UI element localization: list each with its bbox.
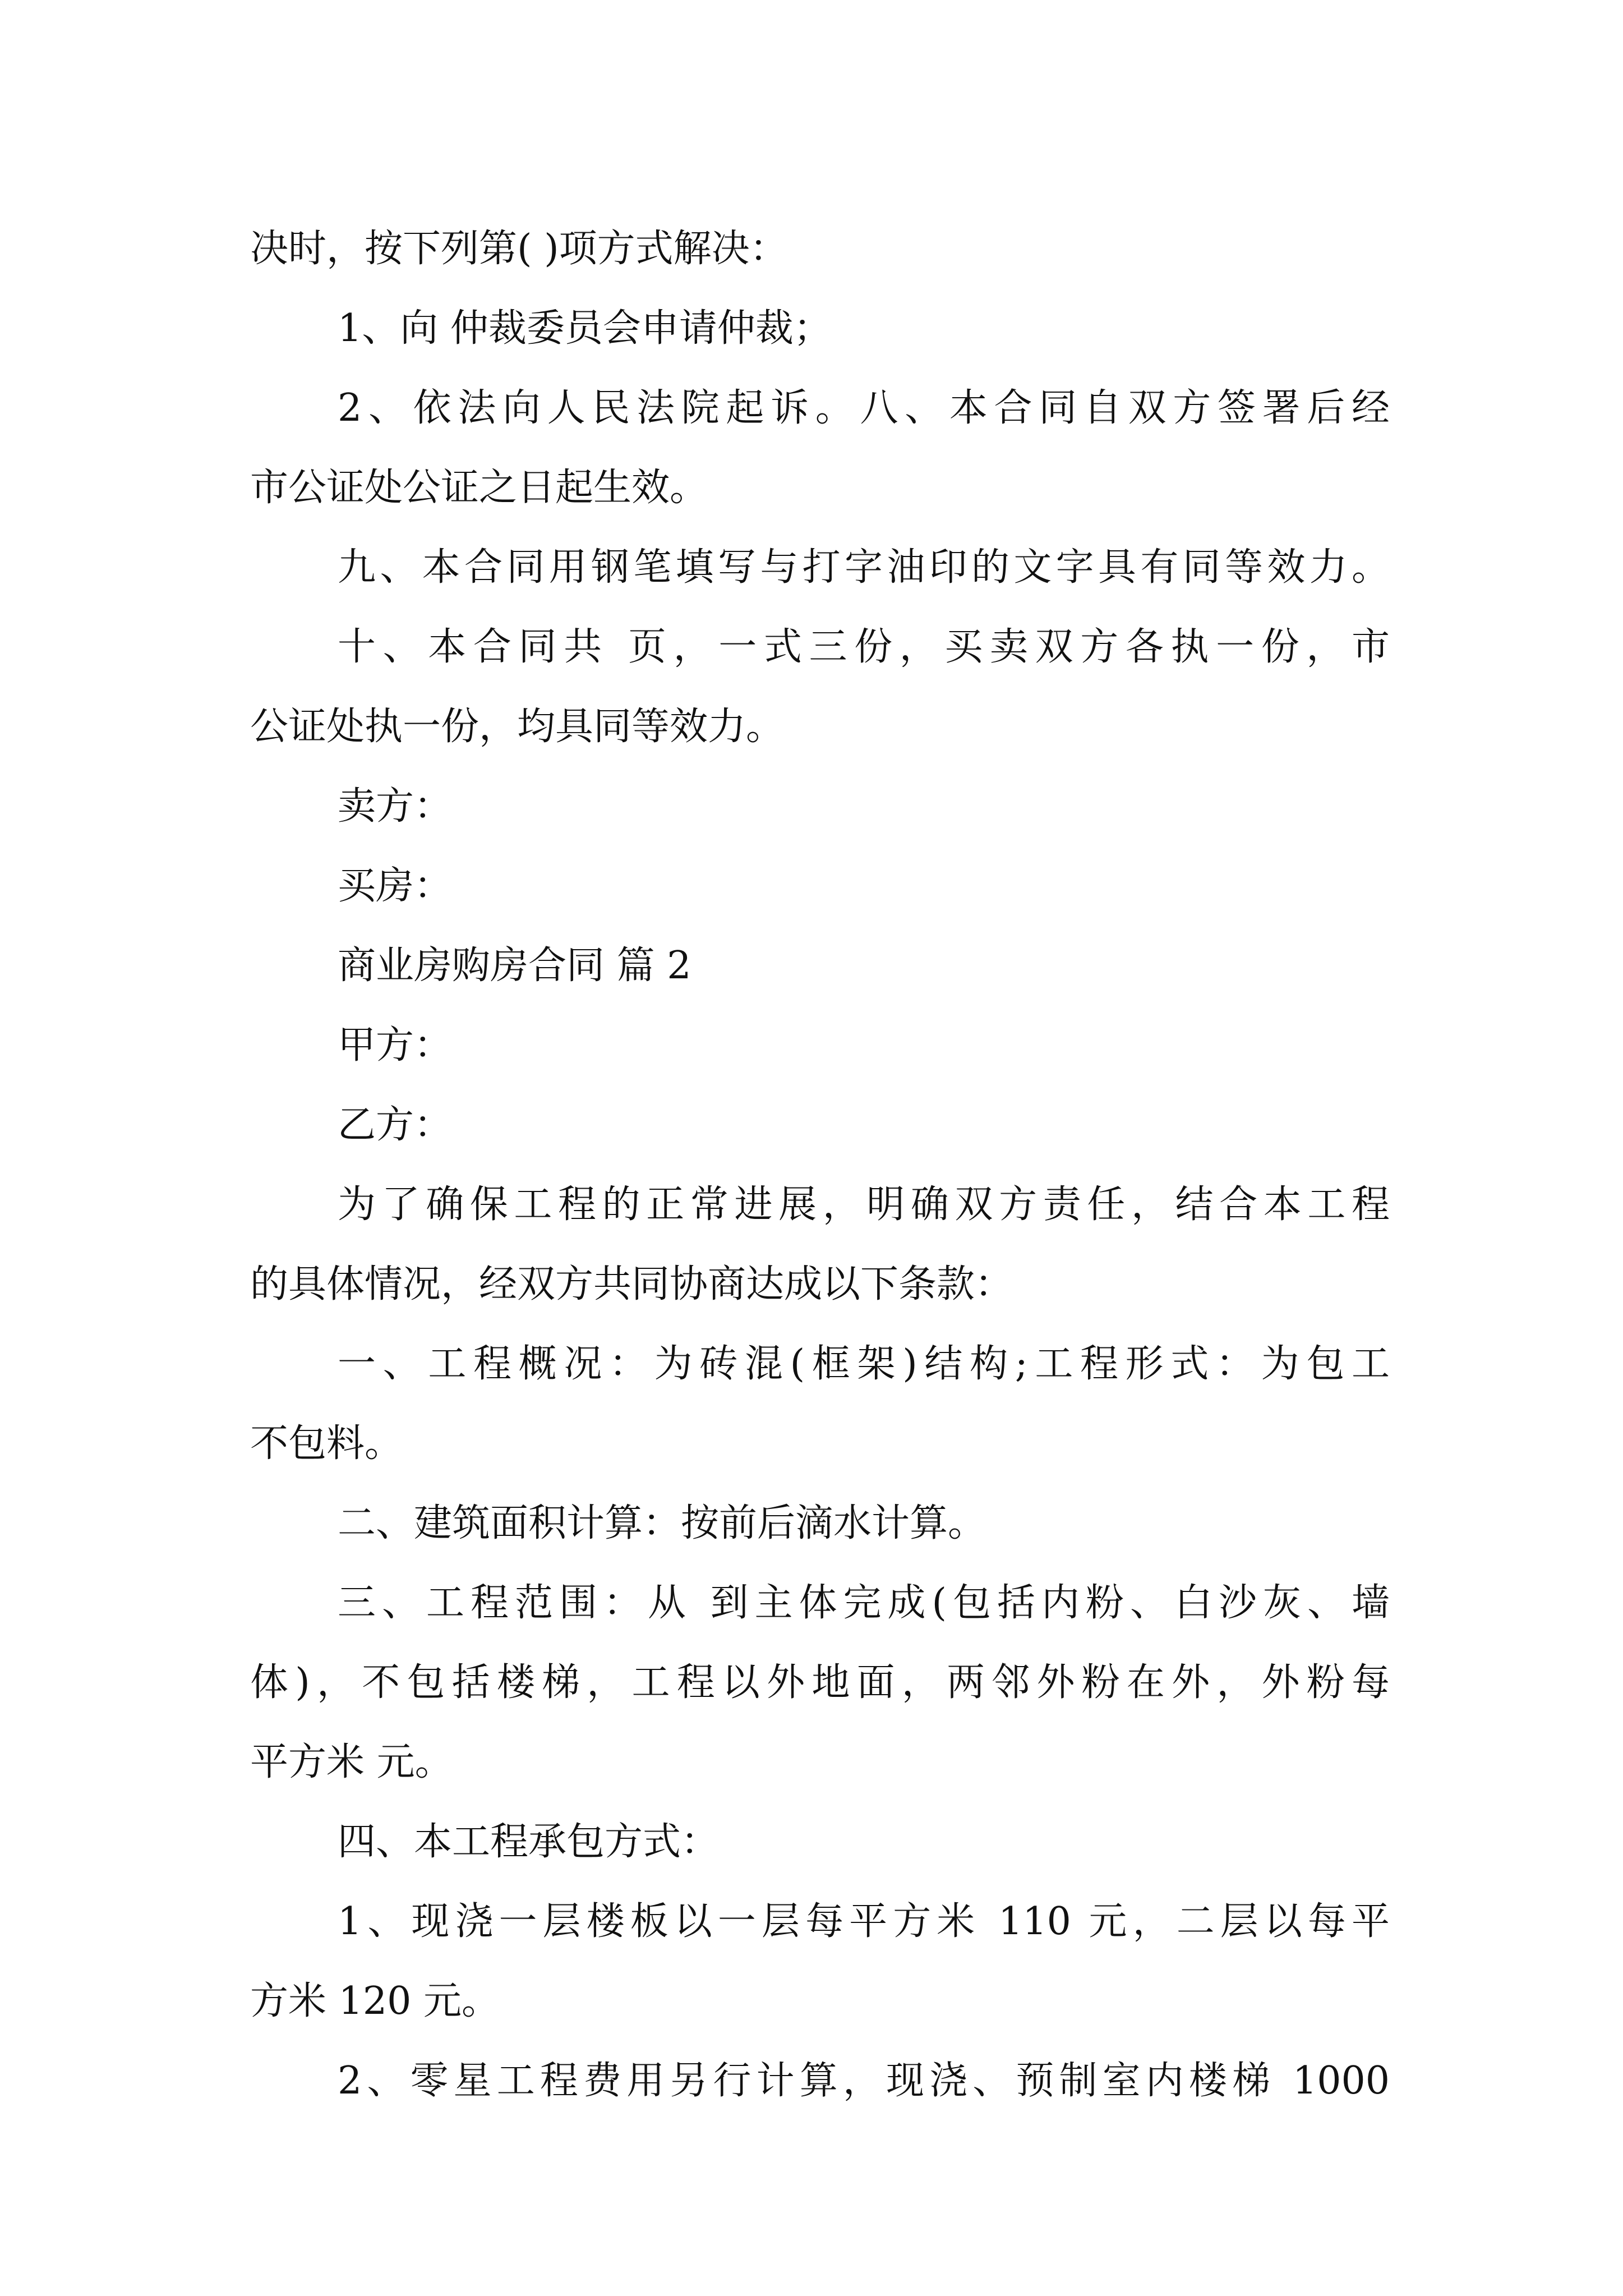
- text-line: 九、本合同用钢笔填写与打字油印的文字具有同等效力。: [338, 545, 1390, 590]
- text-line: 平方米 元。: [250, 1740, 453, 1784]
- text-line: 市公证处公证之日起生效。: [250, 466, 708, 510]
- text-line: 四、本工程承包方式：: [338, 1820, 720, 1864]
- text-line: 1、向 仲裁委员会申请仲裁；: [338, 306, 832, 351]
- text-line: 不包料。: [250, 1421, 403, 1466]
- text-line: 三、工程范围：从 到主体完成(包括内粉、白沙灰、墙: [338, 1581, 1390, 1625]
- section-heading: 商业房购房合同 篇 2: [338, 944, 691, 988]
- text-line: 十、本合同共 页，一式三份，买卖双方各执一份，市: [338, 625, 1390, 669]
- text-line: 买房：: [338, 864, 453, 908]
- text-line: 公证处执一份，均具同等效力。: [250, 705, 785, 749]
- text-line: 为了确保工程的正常进展，明确双方责任，结合本工程: [338, 1182, 1390, 1227]
- text-line: 体)，不包括楼梯，工程以外地面，两邻外粉在外，外粉每: [250, 1660, 1390, 1705]
- text-line: 方米 120 元。: [250, 1979, 500, 2023]
- text-line: 2、零星工程费用另行计算，现浇、预制室内楼梯 1000: [338, 2059, 1390, 2103]
- text-line: 2、依法向人民法院起诉。八、本合同自双方签署后经: [338, 386, 1390, 430]
- text-line: 二、建筑面积计算：按前后滴水计算。: [338, 1501, 986, 1545]
- text-line: 乙方：: [338, 1103, 453, 1147]
- text-line: 的具体情况，经双方共同协商达成以下条款：: [250, 1262, 1013, 1306]
- text-line: 卖方：: [338, 784, 453, 829]
- text-line: 甲方：: [338, 1023, 453, 1068]
- text-line: 一、工程概况：为砖混(框架)结构;工程形式：为包工: [338, 1342, 1390, 1386]
- text-line: 决时，按下列第( )项方式解决：: [250, 227, 788, 271]
- text-line: 1、现浇一层楼板以一层每平方米 110 元，二层以每平: [338, 1899, 1390, 1944]
